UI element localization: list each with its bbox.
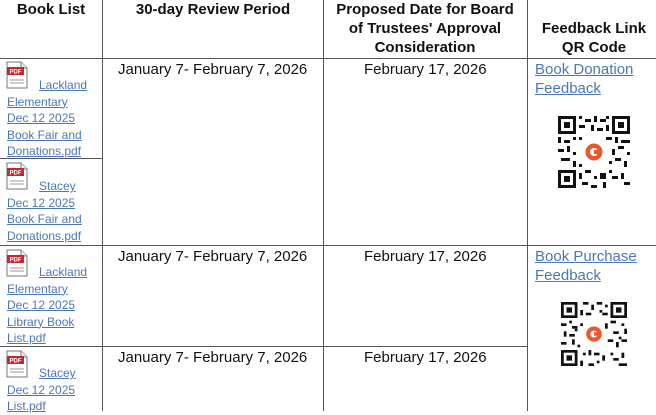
qr-code-icon — [558, 116, 630, 188]
file-name-line[interactable]: Lackland — [39, 78, 88, 92]
file-name-line[interactable]: Stacey — [39, 179, 76, 193]
file-link-stacey-list[interactable] — [7, 365, 102, 415]
feedback-link-line[interactable]: Book Purchase — [535, 248, 637, 265]
file-name-line[interactable]: Book Fair and — [7, 127, 82, 142]
feedback-link-line[interactable]: Feedback — [535, 267, 601, 284]
review-period-row3: January 7- February 7, 2026 — [118, 349, 308, 366]
header-book-list: Book List — [16, 1, 86, 18]
header-feedback-qr: Feedback Link QR Code — [541, 20, 647, 56]
svg-text:PDF: PDF — [9, 69, 22, 76]
file-name-line[interactable]: List.pdf — [7, 331, 46, 345]
feedback-link-line[interactable]: Book Donation — [535, 61, 634, 78]
svg-text:PDF: PDF — [9, 358, 22, 365]
file-link-lackland-book-fair[interactable] — [7, 77, 102, 160]
header-proposed-date: Proposed Date for Board of Trustees' Approval Consideration — [336, 1, 514, 56]
review-period-row1: January 7- February 7, 2026 — [118, 61, 308, 78]
file-name-line[interactable]: Donations.pdf — [7, 228, 82, 243]
col-divider-3 — [527, 0, 528, 411]
file-link-lackland-library-list[interactable] — [7, 264, 102, 347]
svg-text:PDF: PDF — [9, 170, 22, 177]
file-name-line[interactable]: Dec 12 2025 — [7, 298, 76, 312]
file-name-line[interactable]: Elementary — [7, 281, 68, 296]
proposed-date-row3: February 17, 2026 — [364, 349, 487, 366]
feedback-link-book-purchase[interactable] — [535, 247, 637, 285]
qr-code-icon — [561, 302, 627, 366]
row-divider-1 — [0, 245, 656, 246]
header-review-period: 30-day Review Period — [135, 1, 291, 18]
review-period-row2: January 7- February 7, 2026 — [118, 248, 308, 265]
file-name-line[interactable]: Book Fair and — [7, 212, 82, 226]
file-name-line[interactable]: Dec 12 2025 — [7, 382, 76, 397]
feedback-link-book-donation[interactable] — [535, 60, 633, 98]
file-name-line[interactable]: Donations.pdf — [7, 144, 82, 158]
proposed-date-row2: February 17, 2026 — [364, 248, 487, 265]
file-name-line[interactable]: Dec 12 2025 — [7, 195, 76, 210]
file-name-line[interactable]: List.pdf — [7, 399, 46, 413]
file-name-line[interactable]: Elementary — [7, 94, 68, 109]
col-divider-2 — [323, 0, 324, 411]
file-name-line[interactable]: Library Book — [7, 314, 75, 329]
file-name-line[interactable]: Stacey — [39, 366, 76, 380]
header-divider — [0, 58, 656, 59]
file-name-line[interactable]: Dec 12 2025 — [7, 111, 76, 125]
proposed-date-row1: February 17, 2026 — [364, 61, 487, 78]
feedback-link-line[interactable]: Feedback — [535, 80, 601, 97]
svg-text:PDF: PDF — [9, 257, 22, 264]
col-divider-1 — [102, 0, 103, 411]
file-link-stacey-book-fair[interactable] — [7, 178, 102, 244]
file-name-line[interactable]: Lackland — [39, 265, 88, 279]
